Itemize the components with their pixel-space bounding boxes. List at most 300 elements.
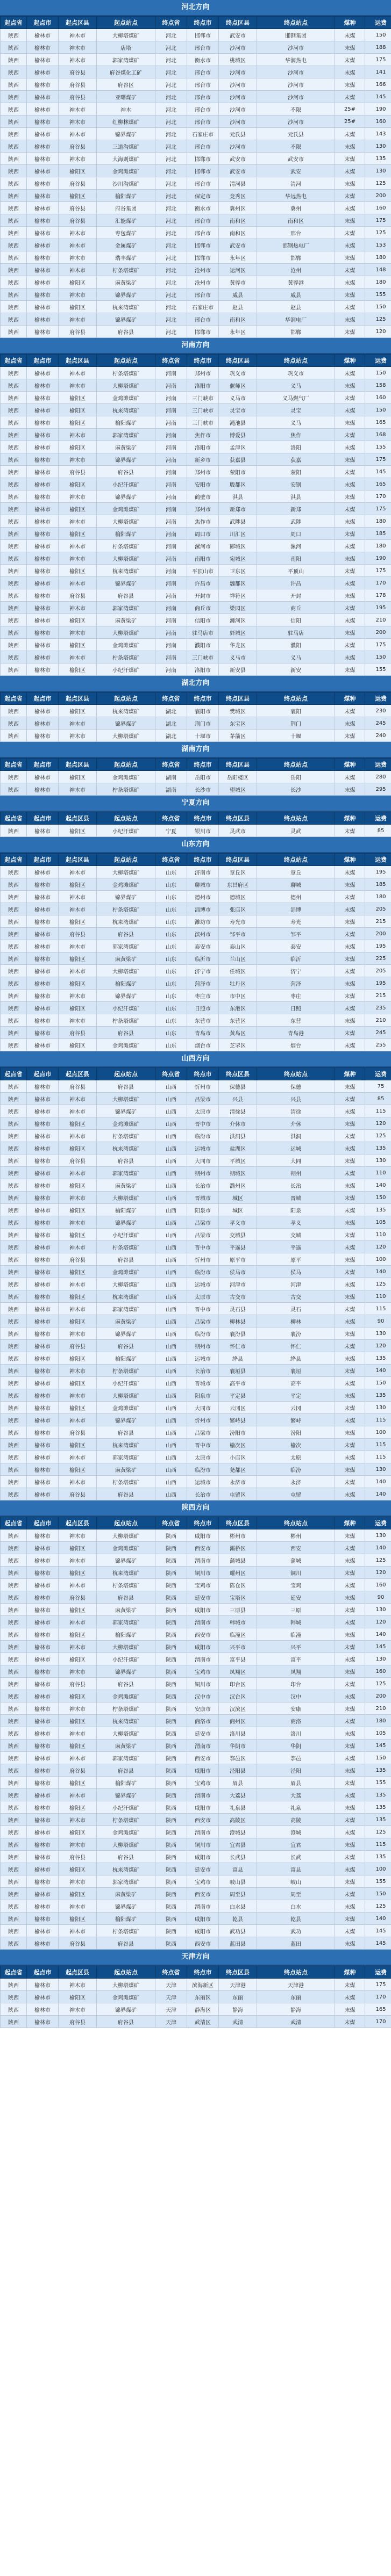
table-cell: 枣包煤矿 [97, 227, 155, 239]
section-title: 湖北方向 [0, 676, 391, 692]
table-cell: 陕西 [1, 891, 27, 903]
table-cell: 怀仁市 [219, 1340, 257, 1352]
table-cell: 榆林市 [27, 1463, 59, 1476]
table-cell: 静海 [257, 2003, 335, 2016]
table-cell: 西安市 [187, 1814, 219, 1826]
table-cell: 陕西 [1, 577, 27, 589]
table-cell: 孟津区 [219, 441, 257, 453]
table-cell: 元氏县 [219, 128, 257, 140]
table-cell: 末煤 [335, 1579, 365, 1591]
table-cell: 末煤 [335, 416, 365, 429]
table-cell: 榆林市 [27, 928, 59, 940]
table-cell: 末煤 [335, 41, 365, 54]
table-row [1, 367, 391, 379]
table-cell: 神木市 [59, 1327, 97, 1340]
table-cell: 临汾市 [187, 1266, 219, 1278]
table-cell: 信阳市 [187, 614, 219, 626]
table-row [1, 441, 391, 453]
table-cell: 115 [365, 1105, 391, 1117]
table-cell: 麻黄梁矿 [97, 614, 155, 626]
table-cell: 榆林市 [27, 264, 59, 276]
table-cell: 吕梁市 [187, 1229, 219, 1241]
table-cell: 山东 [155, 915, 187, 928]
table-cell: 洛阳市 [187, 441, 219, 453]
table-cell: 末煤 [335, 1290, 365, 1303]
table-cell: 杭来湾煤矿 [97, 404, 155, 416]
table-cell: 170 [365, 490, 391, 503]
table-cell: 榆阳区 [59, 190, 97, 202]
table-cell: 榆林市 [27, 1814, 59, 1826]
table-cell: 晋中市 [187, 1439, 219, 1451]
table-cell: 兴县 [257, 1093, 335, 1105]
table-cell: 陕西 [1, 1389, 27, 1402]
table-cell: 不限 [257, 140, 335, 153]
table-cell: 陕西 [1, 1764, 27, 1777]
table-cell: 陕西 [1, 1789, 27, 1801]
table-cell: 静海区 [187, 2003, 219, 2016]
table-cell: 榆林市 [27, 783, 59, 796]
table-cell: 神木市 [59, 1814, 97, 1826]
table-row [1, 1702, 391, 1715]
table-row [1, 490, 391, 503]
table-cell: 沙河市 [219, 116, 257, 128]
table-cell: 榆林市 [27, 1851, 59, 1863]
table-cell: 150 [365, 29, 391, 41]
table-cell: 阳泉市 [187, 1204, 219, 1216]
table-cell: 145 [365, 466, 391, 478]
table-cell: 140 [365, 1266, 391, 1278]
table-cell: 临潼 [257, 1628, 335, 1641]
table-cell: 末煤 [335, 1179, 365, 1192]
table-cell: 沙河市 [257, 66, 335, 78]
table-cell: 神木市 [59, 239, 97, 251]
table-cell: 荥阳市 [219, 466, 257, 478]
table-cell: 100 [365, 1253, 391, 1266]
table-cell: 215 [365, 915, 391, 928]
table-cell: 末煤 [335, 2016, 365, 2028]
table-cell: 信阳 [257, 614, 335, 626]
table-cell: 繁峙县 [219, 1414, 257, 1426]
table-cell: 榆阳煤矿 [97, 1628, 155, 1641]
table-row [1, 128, 391, 140]
table-cell: 山西 [155, 1303, 187, 1315]
table-cell: 郭家湾煤矿 [97, 54, 155, 66]
table-cell: 榆次区 [219, 1439, 257, 1451]
table-cell: 小纪汗煤矿 [97, 825, 155, 837]
table-cell: 神木市 [59, 1105, 97, 1117]
table-cell: 樊城区 [219, 705, 257, 717]
table-cell: 河北 [155, 227, 187, 239]
table-cell: 武功 [257, 1925, 335, 1937]
table-cell: 邢台市 [187, 116, 219, 128]
table-cell: 河南 [155, 441, 187, 453]
table-row [1, 639, 391, 651]
table-cell: 大柳塔煤矿 [97, 1641, 155, 1653]
table-cell: 陕西 [1, 190, 27, 202]
table-cell: 榆林市 [27, 367, 59, 379]
table-cell: 148 [365, 264, 391, 276]
table-cell: 210 [365, 614, 391, 626]
table-cell: 山西 [155, 1154, 187, 1167]
table-cell: 榆阳区 [59, 416, 97, 429]
table-cell: 末煤 [335, 128, 365, 140]
table-cell: 末煤 [335, 639, 365, 651]
table-cell: 末煤 [335, 1616, 365, 1628]
column-header: 终点市 [187, 1517, 219, 1529]
table-cell: 末煤 [335, 730, 365, 742]
table-cell: 榆林市 [27, 251, 59, 264]
table-cell: 150 [365, 651, 391, 663]
table-cell: 河南 [155, 651, 187, 663]
table-cell: 山东 [155, 965, 187, 977]
table-cell: 神木市 [59, 1529, 97, 1542]
table-row [1, 301, 391, 313]
table-cell: 125 [365, 227, 391, 239]
table-row [1, 1105, 391, 1117]
table-cell: 陕西 [1, 1875, 27, 1888]
table-cell: 天津 [155, 2003, 187, 2016]
table-cell: 末煤 [335, 626, 365, 639]
table-cell: 陕西 [1, 1402, 27, 1414]
table-cell: 东营区 [219, 1014, 257, 1027]
table-cell: 陕西 [1, 1567, 27, 1579]
table-cell: 榆阳区 [59, 1653, 97, 1665]
column-header: 起点站点 [97, 692, 155, 705]
table-cell: 宁夏 [155, 825, 187, 837]
table-cell: 陕西 [1, 602, 27, 614]
table-cell: 185 [365, 528, 391, 540]
table-cell: 末煤 [335, 1365, 365, 1377]
table-row [1, 589, 391, 602]
table-cell: 晋中市 [187, 1241, 219, 1253]
table-cell: 陕西 [1, 326, 27, 338]
table-cell: 神木市 [59, 1014, 97, 1027]
table-cell: 末煤 [335, 429, 365, 441]
table-cell: 陕西 [1, 717, 27, 730]
table-cell: 开封 [257, 589, 335, 602]
table-cell: 济南市 [187, 866, 219, 878]
column-header: 起点省 [1, 692, 27, 705]
table-row [1, 153, 391, 165]
table-cell: 宝鸡市 [187, 1875, 219, 1888]
table-cell: 武安市 [219, 153, 257, 165]
table-cell: 145 [365, 1740, 391, 1752]
table-cell: 末煤 [335, 1463, 365, 1476]
table-cell: 榆林市 [27, 1789, 59, 1801]
table-cell: 陕西 [1, 466, 27, 478]
table-cell: 鄠邑区 [219, 1752, 257, 1764]
table-row [1, 1838, 391, 1851]
column-header: 终点站点 [257, 1966, 335, 1979]
table-cell: 榆林市 [27, 1888, 59, 1900]
table-cell: 焦作市 [187, 429, 219, 441]
table-cell: 河津 [257, 1278, 335, 1290]
table-cell: 襄垣 [257, 1365, 335, 1377]
column-header: 起点省 [1, 854, 27, 866]
table-cell: 陕西 [1, 1616, 27, 1628]
table-row [1, 1278, 391, 1290]
table-cell: 灵武 [257, 825, 335, 837]
table-cell: 小纪汗煤矿 [97, 478, 155, 490]
table-cell: 90 [365, 1315, 391, 1327]
table-cell: 陕西 [155, 1727, 187, 1740]
table-cell: 麻黄梁矿 [97, 953, 155, 965]
table-cell: 麻黄梁矿 [97, 1604, 155, 1616]
section-title: 天津方向 [0, 1950, 391, 1966]
table-cell: 锦界煤矿 [97, 2003, 155, 2016]
column-header: 终点省 [155, 17, 187, 29]
table-row [1, 1266, 391, 1278]
table-cell: 山西 [155, 1241, 187, 1253]
table-row [1, 771, 391, 783]
table-cell: 榆阳煤矿 [97, 977, 155, 990]
table-cell: 陕西 [1, 940, 27, 953]
table-cell: 245 [365, 1027, 391, 1039]
table-cell: 山东 [155, 1002, 187, 1014]
table-cell: 原平 [257, 1253, 335, 1266]
table-cell: 三门峡市 [187, 416, 219, 429]
table-cell: 神木市 [59, 1216, 97, 1229]
table-cell: 晋中市 [187, 1117, 219, 1130]
column-header: 起点站点 [97, 812, 155, 825]
table-cell: 河北 [155, 326, 187, 338]
table-cell: 河南 [155, 565, 187, 577]
table-cell: 188 [365, 41, 391, 54]
table-cell: 三道沟煤矿 [97, 140, 155, 153]
table-cell: 榆林市 [27, 1154, 59, 1167]
table-cell: 110 [365, 1229, 391, 1241]
table-cell: 榆林市 [27, 903, 59, 915]
table-cell: 榆阳区 [59, 1801, 97, 1814]
table-cell: 衡水市 [187, 202, 219, 214]
table-cell: 神木市 [59, 1451, 97, 1463]
table-row [1, 1402, 391, 1414]
table-row [1, 1327, 391, 1340]
table-cell: 蓝田 [257, 1937, 335, 1950]
table-cell: 三门峡市 [187, 651, 219, 663]
table-cell: 陕西 [155, 1814, 187, 1826]
table-cell: 宝鸡市 [187, 1777, 219, 1789]
table-cell: 120 [365, 326, 391, 338]
table-row [1, 1764, 391, 1777]
table-cell: 柠条塔煤矿 [97, 264, 155, 276]
table-cell: 河北 [155, 251, 187, 264]
table-cell: 陕西 [1, 1690, 27, 1702]
table-cell: 济宁 [257, 965, 335, 977]
table-cell: 杭来湾煤矿 [97, 1439, 155, 1451]
table-cell: 榆林市 [27, 227, 59, 239]
table-cell: 榆林市 [27, 1488, 59, 1500]
table-cell: 陕西 [155, 1690, 187, 1702]
table-cell: 陕西 [1, 1678, 27, 1690]
table-cell: 陕西 [1, 54, 27, 66]
table-cell: 150 [365, 1752, 391, 1764]
table-cell: 末煤 [335, 903, 365, 915]
table-cell: 陕西 [1, 1154, 27, 1167]
table-cell: 末煤 [335, 1554, 365, 1567]
table-cell: 榆阳区 [59, 1628, 97, 1641]
table-cell: 灞桥区 [219, 1542, 257, 1554]
table-cell: 125 [365, 1554, 391, 1567]
table-cell: 榆阳区 [59, 614, 97, 626]
table-cell: 150 [365, 1377, 391, 1389]
table-cell: 沙河市 [219, 66, 257, 78]
table-cell: 东昌府区 [219, 878, 257, 891]
table-row [1, 783, 391, 796]
table-row [1, 540, 391, 552]
table-cell: 陕西 [1, 771, 27, 783]
table-cell: 河南 [155, 589, 187, 602]
table-cell: 陕西 [155, 1789, 187, 1801]
table-cell: 许昌市 [187, 577, 219, 589]
table-cell: 榆阳区 [59, 663, 97, 676]
table-cell: 85 [365, 825, 391, 837]
table-cell: 黄岛区 [219, 1027, 257, 1039]
table-row [1, 602, 391, 614]
table-cell: 河南 [155, 515, 187, 528]
table-cell: 河南 [155, 367, 187, 379]
table-cell: 115 [365, 1414, 391, 1426]
table-cell: 榆阳区 [59, 441, 97, 453]
table-cell: 榆林市 [27, 1027, 59, 1039]
freight-table [0, 16, 391, 338]
table-cell: 末煤 [335, 1913, 365, 1925]
table-cell: 锦界煤矿 [97, 288, 155, 301]
table-row [1, 1117, 391, 1130]
table-cell: 柠条塔煤矿 [97, 1241, 155, 1253]
table-cell: 吕梁市 [187, 1426, 219, 1439]
table-cell: 忻州市 [187, 1080, 219, 1093]
table-cell: 榆林市 [27, 565, 59, 577]
table-cell: 末煤 [335, 515, 365, 528]
table-cell: 榆阳区 [59, 1179, 97, 1192]
table-cell: 古交市 [219, 1290, 257, 1303]
table-cell: 神木市 [59, 2003, 97, 2016]
table-cell: 蒲城县 [219, 1554, 257, 1567]
table-cell: 神木市 [59, 1130, 97, 1142]
column-header: 起点市 [27, 1966, 59, 1979]
table-cell: 末煤 [335, 326, 365, 338]
table-cell: 印台 [257, 1678, 335, 1690]
table-cell: 陕西 [1, 730, 27, 742]
table-cell: 末煤 [335, 1529, 365, 1542]
table-cell: 锦界煤矿 [97, 1414, 155, 1426]
table-row [1, 903, 391, 915]
column-header: 终点市 [187, 1068, 219, 1080]
table-cell: 末煤 [335, 1278, 365, 1290]
table-cell: 郭家湾煤矿 [97, 940, 155, 953]
table-cell: 柠条塔煤矿 [97, 783, 155, 796]
table-cell: 陕西 [155, 1591, 187, 1604]
table-cell: 榆林市 [27, 1740, 59, 1752]
column-header: 起点区县 [59, 355, 97, 367]
table-cell: 商丘 [257, 602, 335, 614]
table-cell: 沙河市 [257, 41, 335, 54]
table-cell: 榆林市 [27, 1204, 59, 1216]
table-cell: 铜川市 [187, 1567, 219, 1579]
column-header: 煤种 [335, 759, 365, 771]
table-cell: 屯留 [257, 1488, 335, 1500]
table-cell: 陕西 [1, 1315, 27, 1327]
table-cell: 陕西 [1, 1777, 27, 1789]
table-cell: 驻马店 [257, 626, 335, 639]
table-cell: 锦界煤矿 [97, 1554, 155, 1567]
table-cell: 府谷县 [97, 928, 155, 940]
table-cell: 柠条塔煤矿 [97, 540, 155, 552]
table-cell: 神木市 [59, 1167, 97, 1179]
table-cell: 府谷县 [59, 1080, 97, 1093]
table-cell: 灵宝 [257, 404, 335, 416]
table-cell: 柠条塔煤矿 [97, 1014, 155, 1027]
table-cell: 山西 [155, 1476, 187, 1488]
table-cell: 山西 [155, 1402, 187, 1414]
column-header: 运费 [365, 812, 391, 825]
table-cell: 沙河市 [257, 78, 335, 91]
table-cell: 末煤 [335, 990, 365, 1002]
column-header: 煤种 [335, 812, 365, 825]
table-cell: 府谷县 [97, 2016, 155, 2028]
header-row [1, 355, 391, 367]
table-cell: 神木市 [59, 540, 97, 552]
table-cell: 麻黄梁矿 [97, 276, 155, 288]
column-header: 运费 [365, 17, 391, 29]
table-cell: 末煤 [335, 1702, 365, 1715]
table-cell: 河北 [155, 54, 187, 66]
table-row [1, 1290, 391, 1303]
table-cell: 陕西 [1, 915, 27, 928]
table-cell: 大柳塔煤矿 [97, 1979, 155, 1991]
table-cell: 末煤 [335, 1641, 365, 1653]
table-cell: 运城市 [187, 1142, 219, 1154]
table-cell: 榆林市 [27, 128, 59, 140]
table-cell: 陕西 [1, 1463, 27, 1476]
column-header: 起点省 [1, 812, 27, 825]
table-cell: 110 [365, 1167, 391, 1179]
table-cell: 小纪汗煤矿 [97, 1002, 155, 1014]
table-cell: 115 [365, 1838, 391, 1851]
column-header: 起点市 [27, 17, 59, 29]
table-cell: 105 [365, 1727, 391, 1740]
table-cell: 保定市 [187, 190, 219, 202]
table-cell: 榆林市 [27, 392, 59, 404]
table-cell: 山东 [155, 1027, 187, 1039]
header-row [1, 692, 391, 705]
table-cell: 榆林市 [27, 404, 59, 416]
table-cell: 府谷县 [59, 928, 97, 940]
table-row [1, 1014, 391, 1027]
table-cell: 陕西 [1, 1488, 27, 1500]
table-cell: 银川市 [187, 825, 219, 837]
table-cell: 府谷县 [97, 1154, 155, 1167]
table-cell: 陕西 [1, 928, 27, 940]
column-header: 终点市 [187, 812, 219, 825]
table-row [1, 66, 391, 78]
table-cell: 神木市 [59, 1365, 97, 1377]
table-cell: 沙河市 [219, 103, 257, 116]
table-cell: 沧州市 [187, 276, 219, 288]
table-cell: 沙河市 [219, 41, 257, 54]
table-cell: 晋城 [257, 1192, 335, 1204]
table-cell: 陕西 [155, 1900, 187, 1913]
column-header: 起点区县 [59, 692, 97, 705]
table-cell: 榆林市 [27, 1093, 59, 1105]
table-cell: 金属煤矿 [97, 239, 155, 251]
column-header: 终点站点 [257, 854, 335, 866]
table-cell: 榆林市 [27, 1253, 59, 1266]
table-cell: 邯郸 [257, 326, 335, 338]
table-cell: 南和区 [219, 313, 257, 326]
table-cell: 榆林市 [27, 2003, 59, 2016]
